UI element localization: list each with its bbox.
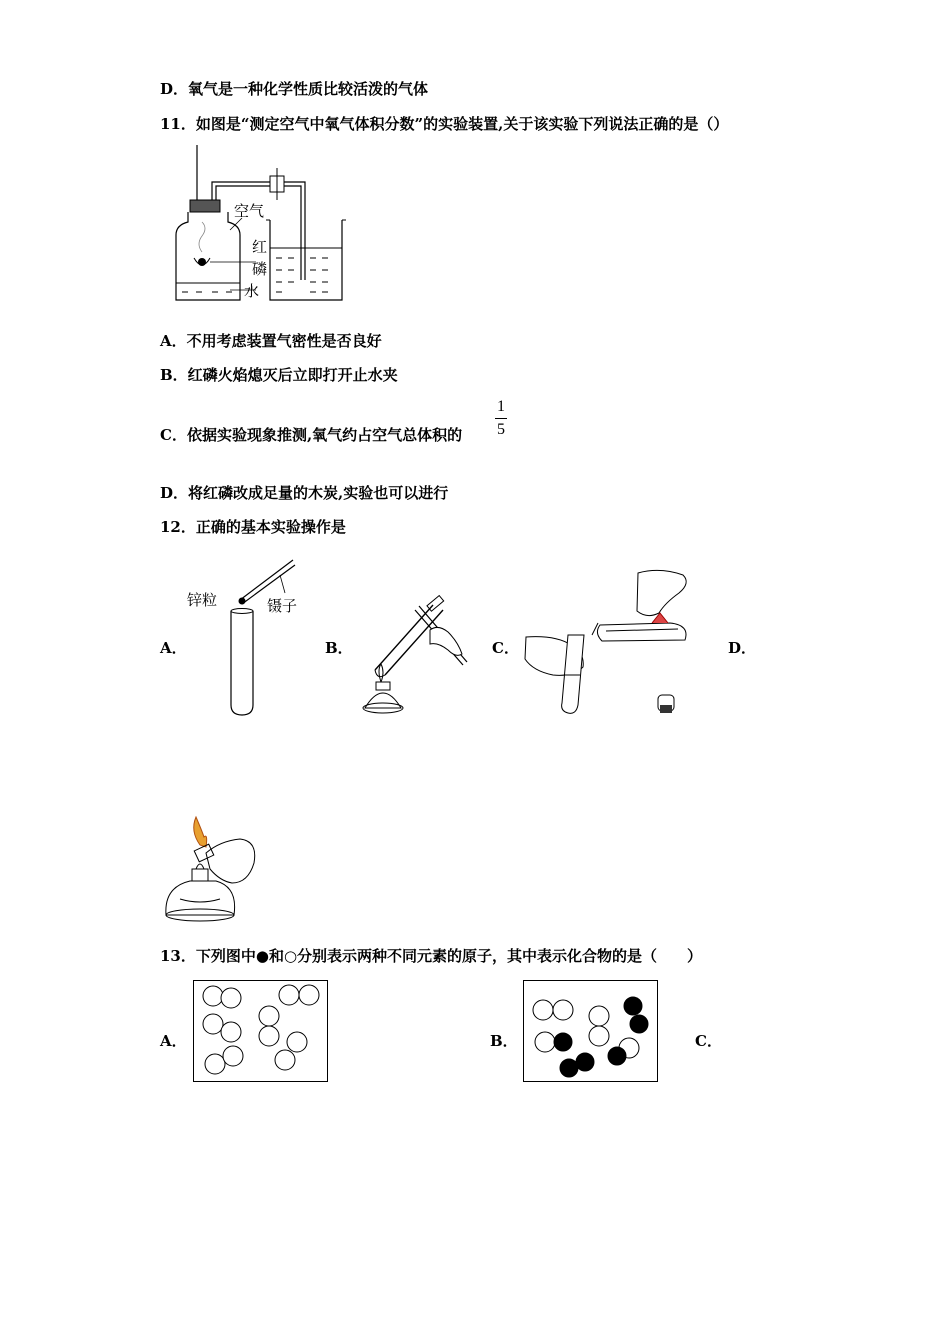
q13-label-c: C． <box>695 1032 722 1050</box>
q10-option-d: D．氧气是一种化学性质比较活泼的气体 <box>160 80 429 98</box>
q13-label-b: B． <box>490 1032 518 1050</box>
label-water: 水 <box>244 282 260 300</box>
q11-apparatus-figure <box>170 140 350 305</box>
q12-label-c: C． <box>492 639 519 657</box>
q11-option-d: D．将红磷改成足量的木炭,实验也可以进行 <box>160 484 449 502</box>
q12-label-d: D． <box>728 639 757 657</box>
fraction-numerator: 1 <box>497 398 505 415</box>
q11-option-a: A．不用考虑装置气密性是否良好 <box>160 332 382 350</box>
q12-figure-d <box>160 815 260 925</box>
label-tweezers: 镊子 <box>267 597 298 615</box>
fraction-denominator: 5 <box>497 421 505 438</box>
label-air: 空气 <box>234 202 265 220</box>
fraction-one-fifth <box>495 398 507 439</box>
q11-option-c: C．依据实验现象推测,氧气约占空气总体积的 <box>160 426 463 444</box>
q12-figure-c <box>520 565 695 720</box>
q12-stem: 12．正确的基本实验操作是 <box>160 518 346 536</box>
label-phosphorus: 磷 <box>252 260 268 278</box>
label-red: 红 <box>252 238 268 256</box>
q12-label-a: A． <box>160 639 187 657</box>
label-zinc: 锌粒 <box>187 591 218 609</box>
q13-label-a: A． <box>160 1032 187 1050</box>
q13-figure-b <box>523 980 659 1083</box>
q13-stem: 13．下列图中●和○分别表示两种不同元素的原子，其中表示化合物的是（ ） <box>160 947 703 965</box>
q11-stem: 11．如图是“测定空气中氧气体积分数”的实验装置,关于该实验下列说法正确的是（） <box>160 115 729 133</box>
q12-figure-a <box>185 555 310 720</box>
q12-figure-b <box>355 570 480 720</box>
q12-label-b: B． <box>325 639 353 657</box>
q11-option-b: B．红磷火焰熄灭后立即打开止水夹 <box>160 366 398 384</box>
q13-figure-a <box>193 980 329 1083</box>
